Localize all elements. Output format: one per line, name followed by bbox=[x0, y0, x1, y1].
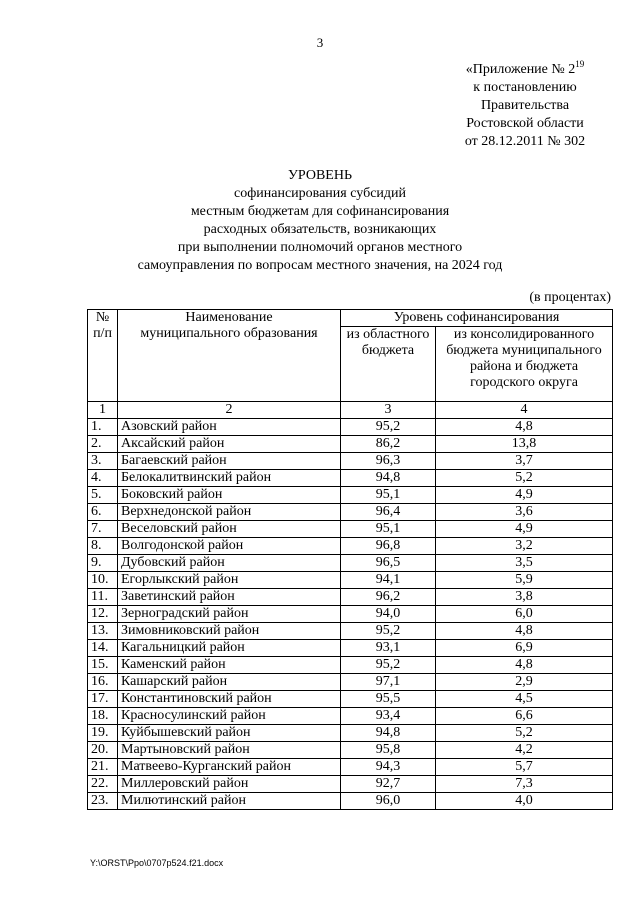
annex-title bbox=[440, 61, 610, 79]
row-district-name: Константиновский район bbox=[118, 691, 341, 708]
row-number: 23. bbox=[88, 793, 118, 810]
row-regional-share: 95,5 bbox=[341, 691, 436, 708]
row-regional-share: 95,2 bbox=[341, 419, 436, 436]
row-consolidated-share: 5,2 bbox=[436, 470, 613, 487]
header-num bbox=[88, 310, 118, 402]
row-regional-share: 96,8 bbox=[341, 538, 436, 555]
row-consolidated-share: 6,9 bbox=[436, 640, 613, 657]
row-consolidated-share: 3,6 bbox=[436, 504, 613, 521]
row-consolidated-share: 4,5 bbox=[436, 691, 613, 708]
row-regional-share: 95,2 bbox=[341, 657, 436, 674]
row-regional-share: 93,1 bbox=[341, 640, 436, 657]
row-number: 9. bbox=[88, 555, 118, 572]
row-regional-share: 94,3 bbox=[341, 759, 436, 776]
table-row bbox=[88, 725, 613, 742]
row-consolidated-share: 5,9 bbox=[436, 572, 613, 589]
title-line: софинансирования субсидий bbox=[233, 186, 407, 201]
row-district-name: Белокалитвинский район bbox=[118, 470, 341, 487]
header-name-line: муниципального образования bbox=[140, 326, 318, 341]
row-regional-share: 96,0 bbox=[341, 793, 436, 810]
header-name-line: Наименование bbox=[185, 310, 273, 325]
row-number: 16. bbox=[88, 674, 118, 691]
row-regional-share: 95,1 bbox=[341, 521, 436, 538]
row-district-name: Каменский район bbox=[118, 657, 341, 674]
row-regional-share: 95,1 bbox=[341, 487, 436, 504]
table-row bbox=[88, 776, 613, 793]
row-number: 19. bbox=[88, 725, 118, 742]
table-row bbox=[88, 674, 613, 691]
row-number: 6. bbox=[88, 504, 118, 521]
table-row bbox=[88, 589, 613, 606]
header-regional bbox=[341, 327, 436, 402]
row-district-name: Верхнедонской район bbox=[118, 504, 341, 521]
row-number: 5. bbox=[88, 487, 118, 504]
annex-line: Ростовской области bbox=[466, 116, 584, 131]
header-num-line: № bbox=[95, 310, 110, 325]
table-row bbox=[88, 555, 613, 572]
header-consolidated-line: городского округа bbox=[470, 375, 578, 390]
table-row bbox=[88, 606, 613, 623]
row-district-name: Куйбышевский район bbox=[118, 725, 341, 742]
document-title bbox=[0, 167, 640, 275]
row-district-name: Багаевский район bbox=[118, 453, 341, 470]
title-line: местным бюджетам для софинансирования bbox=[190, 204, 450, 219]
column-index-row bbox=[88, 402, 613, 419]
column-index: 1 bbox=[88, 402, 118, 419]
header-level: Уровень софинансирования bbox=[341, 310, 613, 327]
header-name bbox=[118, 310, 341, 402]
table-row bbox=[88, 453, 613, 470]
row-regional-share: 95,8 bbox=[341, 742, 436, 759]
table-row bbox=[88, 742, 613, 759]
row-number: 22. bbox=[88, 776, 118, 793]
row-district-name: Заветинский район bbox=[118, 589, 341, 606]
row-regional-share: 96,3 bbox=[341, 453, 436, 470]
row-number: 12. bbox=[88, 606, 118, 623]
table-row bbox=[88, 657, 613, 674]
row-consolidated-share: 4,9 bbox=[436, 521, 613, 538]
row-number: 10. bbox=[88, 572, 118, 589]
row-regional-share: 93,4 bbox=[341, 708, 436, 725]
row-regional-share: 94,1 bbox=[341, 572, 436, 589]
row-number: 20. bbox=[88, 742, 118, 759]
row-consolidated-share: 5,7 bbox=[436, 759, 613, 776]
row-consolidated-share: 4,2 bbox=[436, 742, 613, 759]
header-num-line: п/п bbox=[93, 326, 112, 341]
row-number: 17. bbox=[88, 691, 118, 708]
row-regional-share: 96,2 bbox=[341, 589, 436, 606]
row-regional-share: 97,1 bbox=[341, 674, 436, 691]
table-row bbox=[88, 521, 613, 538]
row-regional-share: 94,8 bbox=[341, 470, 436, 487]
row-district-name: Кагальницкий район bbox=[118, 640, 341, 657]
header-consolidated bbox=[436, 327, 613, 402]
row-consolidated-share: 5,2 bbox=[436, 725, 613, 742]
title-line: при выполнении полномочий органов местного bbox=[177, 240, 463, 255]
table-row bbox=[88, 691, 613, 708]
header-regional-line: бюджета bbox=[361, 343, 415, 358]
row-number: 14. bbox=[88, 640, 118, 657]
column-index: 3 bbox=[341, 402, 436, 419]
row-regional-share: 92,7 bbox=[341, 776, 436, 793]
row-district-name: Мартыновский район bbox=[118, 742, 341, 759]
header-consolidated-line: из консолидированного bbox=[453, 327, 595, 342]
units-note: (в процентах) bbox=[529, 290, 611, 305]
row-district-name: Веселовский район bbox=[118, 521, 341, 538]
row-district-name: Дубовский район bbox=[118, 555, 341, 572]
row-number: 1. bbox=[88, 419, 118, 436]
row-number: 13. bbox=[88, 623, 118, 640]
row-consolidated-share: 6,0 bbox=[436, 606, 613, 623]
row-consolidated-share: 4,8 bbox=[436, 419, 613, 436]
row-district-name: Милютинский район bbox=[118, 793, 341, 810]
table-row bbox=[88, 708, 613, 725]
row-consolidated-share: 6,6 bbox=[436, 708, 613, 725]
row-number: 3. bbox=[88, 453, 118, 470]
row-district-name: Егорлыкский район bbox=[118, 572, 341, 589]
row-consolidated-share: 2,9 bbox=[436, 674, 613, 691]
row-regional-share: 96,5 bbox=[341, 555, 436, 572]
annex-header bbox=[440, 61, 610, 151]
title-heading: УРОВЕНЬ bbox=[287, 168, 353, 183]
row-consolidated-share: 4,0 bbox=[436, 793, 613, 810]
header-consolidated-line: бюджета муниципального bbox=[446, 343, 602, 358]
row-number: 15. bbox=[88, 657, 118, 674]
row-district-name: Кашарский район bbox=[118, 674, 341, 691]
row-district-name: Боковский район bbox=[118, 487, 341, 504]
row-regional-share: 94,0 bbox=[341, 606, 436, 623]
table-row bbox=[88, 623, 613, 640]
row-consolidated-share: 3,8 bbox=[436, 589, 613, 606]
column-index: 2 bbox=[118, 402, 341, 419]
title-line: самоуправления по вопросам местного значения, на 2024 год bbox=[137, 258, 503, 273]
row-consolidated-share: 13,8 bbox=[436, 436, 613, 453]
row-district-name: Азовский район bbox=[118, 419, 341, 436]
row-regional-share: 86,2 bbox=[341, 436, 436, 453]
row-district-name: Красносулинский район bbox=[118, 708, 341, 725]
page-number: 3 bbox=[316, 35, 324, 50]
row-regional-share: 95,2 bbox=[341, 623, 436, 640]
annex-superscript: 19 bbox=[575, 59, 585, 69]
title-line: расходных обязательств, возникающих bbox=[203, 222, 437, 237]
row-district-name: Аксайский район bbox=[118, 436, 341, 453]
row-consolidated-share: 3,7 bbox=[436, 453, 613, 470]
row-district-name: Миллеровский район bbox=[118, 776, 341, 793]
annex-line: к постановлению bbox=[473, 80, 577, 95]
row-number: 2. bbox=[88, 436, 118, 453]
row-district-name: Зимовниковский район bbox=[118, 623, 341, 640]
row-number: 8. bbox=[88, 538, 118, 555]
row-district-name: Зерноградский район bbox=[118, 606, 341, 623]
row-number: 4. bbox=[88, 470, 118, 487]
row-district-name: Волгодонской район bbox=[118, 538, 341, 555]
table-row bbox=[88, 470, 613, 487]
table-row bbox=[88, 793, 613, 810]
row-consolidated-share: 3,5 bbox=[436, 555, 613, 572]
row-district-name: Матвеево-Курганский район bbox=[118, 759, 341, 776]
file-path-footer: Y:\ORST\Ppo\0707p524.f21.docx bbox=[90, 858, 224, 868]
cofinancing-table bbox=[87, 309, 613, 810]
header-regional-line: из областного bbox=[346, 327, 430, 342]
row-consolidated-share: 4,9 bbox=[436, 487, 613, 504]
row-consolidated-share: 7,3 bbox=[436, 776, 613, 793]
row-number: 7. bbox=[88, 521, 118, 538]
row-number: 21. bbox=[88, 759, 118, 776]
row-consolidated-share: 4,8 bbox=[436, 657, 613, 674]
table-row bbox=[88, 487, 613, 504]
table-row bbox=[88, 538, 613, 555]
table-row bbox=[88, 436, 613, 453]
row-regional-share: 96,4 bbox=[341, 504, 436, 521]
table-row bbox=[88, 759, 613, 776]
table-header-row bbox=[88, 310, 613, 327]
row-regional-share: 94,8 bbox=[341, 725, 436, 742]
table-row bbox=[88, 504, 613, 521]
annex-title-text: «Приложение № 2 bbox=[465, 62, 576, 77]
column-index: 4 bbox=[436, 402, 613, 419]
table-row bbox=[88, 572, 613, 589]
annex-line: Правительства bbox=[480, 98, 570, 113]
row-consolidated-share: 3,2 bbox=[436, 538, 613, 555]
table-row bbox=[88, 640, 613, 657]
header-consolidated-line: района и бюджета bbox=[469, 359, 579, 374]
table-row bbox=[88, 419, 613, 436]
row-number: 11. bbox=[88, 589, 118, 606]
annex-date: от 28.12.2011 № 302 bbox=[464, 134, 586, 149]
row-consolidated-share: 4,8 bbox=[436, 623, 613, 640]
row-number: 18. bbox=[88, 708, 118, 725]
